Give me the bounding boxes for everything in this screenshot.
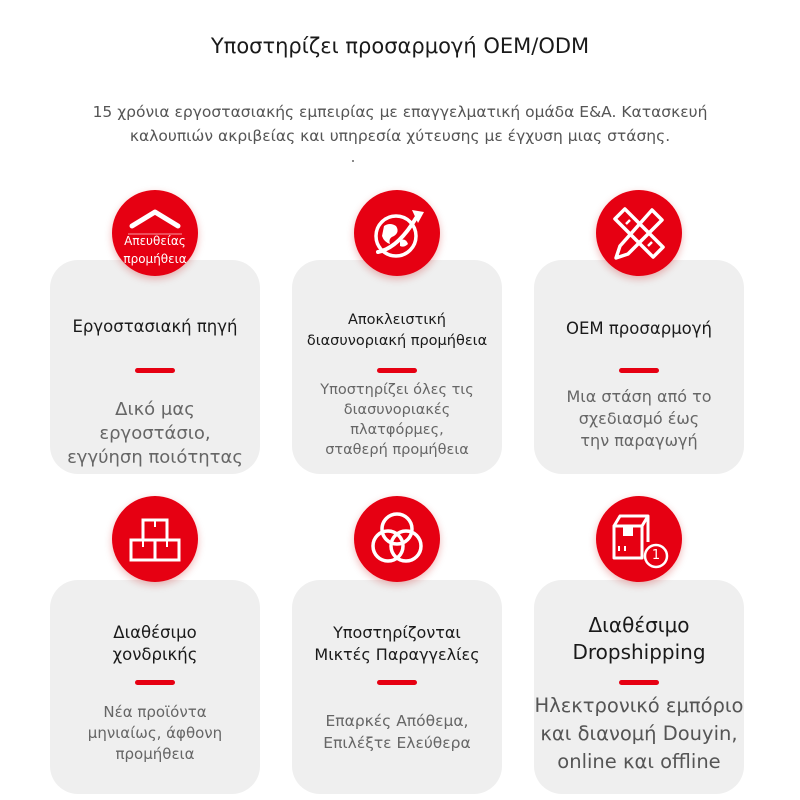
feature-card-oem <box>534 260 744 474</box>
card-title <box>50 622 260 666</box>
feature-card-cross-border <box>292 260 502 474</box>
card-title <box>292 622 502 666</box>
card-title-line: Μικτές Παραγγελίες <box>314 645 480 664</box>
card-title-line: χονδρικής <box>112 645 198 664</box>
card-desc-line: σχεδιασμό έως <box>578 409 700 428</box>
card-desc-line: Νέα προϊόντα <box>103 703 207 721</box>
card-desc-line: Επαρκές Απόθεμα, <box>325 712 469 730</box>
accent-bar <box>135 680 175 685</box>
card-desc-line: Δικό μας εργοστάσιο, <box>99 399 211 444</box>
accent-bar <box>135 368 175 373</box>
subtitle-line-1: 15 χρόνια εργοστασιακής εμπειρίας με επαγγελματική ομάδα E&A. Κατασκευή <box>92 103 708 121</box>
page-subtitle <box>50 100 750 148</box>
card-title-line: Dropshipping <box>572 640 706 664</box>
accent-bar <box>377 368 417 373</box>
globe-arrow-icon <box>354 190 440 276</box>
feature-card-factory-source <box>50 260 260 474</box>
card-title <box>50 316 260 338</box>
card-title-line: Υποστηρίζονται <box>333 623 461 642</box>
card-desc-line: μηνιαίως, άφθονη <box>87 724 223 742</box>
pencil-ruler-icon <box>596 190 682 276</box>
card-desc-line: Υποστηρίζει όλες τις <box>320 382 474 398</box>
icon-label-line: Απευθείας <box>124 234 186 248</box>
card-description <box>60 702 250 765</box>
card-title <box>292 310 502 352</box>
card-description <box>302 380 492 460</box>
card-desc-line: εγγύηση ποιότητας <box>67 447 243 468</box>
card-title-line: OEM προσαρμογή <box>565 319 713 338</box>
card-title-line: διασυνοριακή προμήθεια <box>306 333 488 349</box>
accent-bar <box>619 368 659 373</box>
card-title <box>534 318 744 340</box>
icon-label-line: προμήθεια <box>123 252 187 266</box>
decorative-dot <box>352 160 354 162</box>
package-badge-number: 1 <box>651 548 661 563</box>
card-desc-line: πλατφόρμες, <box>350 422 444 438</box>
card-title-line: Εργοστασιακή πηγή <box>72 317 238 336</box>
card-title-line: Διαθέσιμο <box>588 613 690 637</box>
card-desc-line: προμήθεια <box>115 745 195 763</box>
feature-card-dropshipping <box>534 580 744 794</box>
icon-label <box>112 232 198 268</box>
card-desc-line: Επιλέξτε Ελεύθερα <box>323 734 471 752</box>
card-description <box>60 398 250 470</box>
house-roof-icon <box>112 190 198 276</box>
card-desc-line: διασυνοριακές <box>343 402 451 418</box>
subtitle-line-2: καλουπιών ακριβείας και υπηρεσία χύτευσης με έγχυση μιας στάσης. <box>129 127 671 145</box>
card-desc-line: την παραγωγή <box>580 431 698 450</box>
card-title <box>534 612 744 666</box>
card-desc-line: και διανομή Douyin, <box>540 722 738 745</box>
card-description <box>302 710 492 754</box>
accent-bar <box>377 680 417 685</box>
card-desc-line: σταθερή προμήθεια <box>325 442 469 458</box>
card-title-line: Διαθέσιμο <box>113 623 197 642</box>
card-description <box>512 692 766 776</box>
stacked-boxes-icon <box>112 496 198 582</box>
card-desc-line: Μια στάση από το <box>566 387 712 406</box>
feature-card-wholesale <box>50 580 260 794</box>
page-title: Υποστηρίζει προσαρμογή OEM/ODM <box>210 34 590 58</box>
card-description <box>544 386 734 452</box>
accent-bar <box>619 680 659 685</box>
package-one-icon <box>596 496 682 582</box>
card-desc-line: online και offline <box>557 750 721 773</box>
overlapping-circles-icon <box>354 496 440 582</box>
card-title-line: Αποκλειστική <box>348 312 446 328</box>
card-desc-line: Ηλεκτρονικό εμπόριο <box>534 694 744 717</box>
feature-card-mixed-orders <box>292 580 502 794</box>
